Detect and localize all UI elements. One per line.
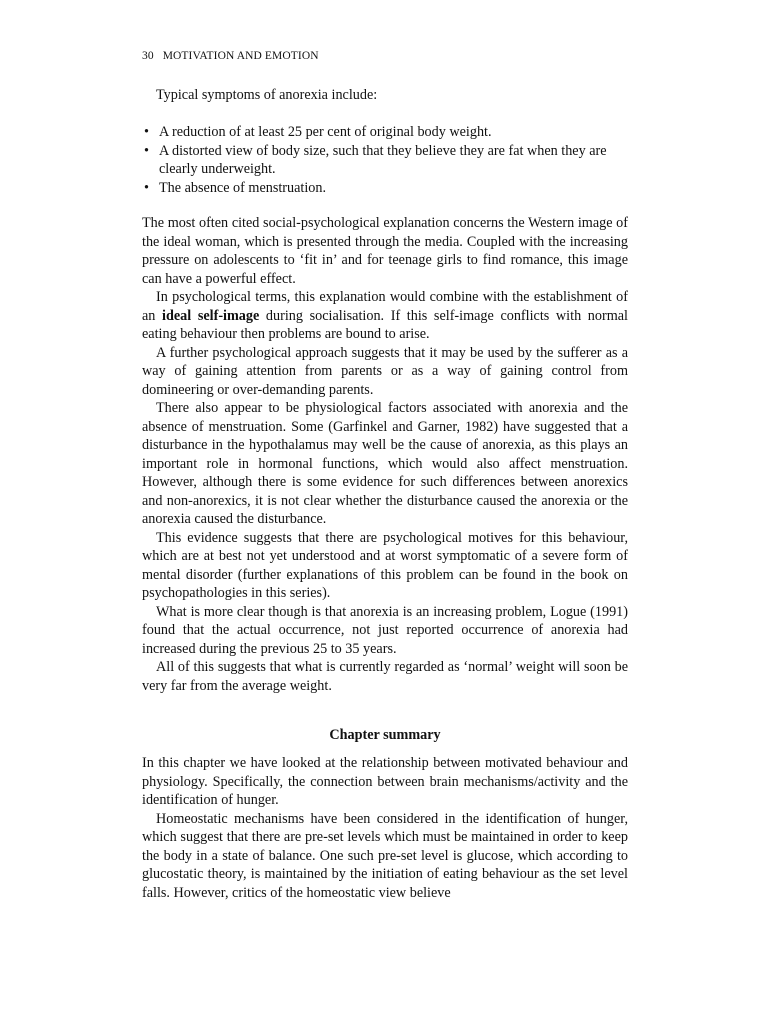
- paragraph: The most often cited social-psychological explanation concerns the Western image of the ideal woman, which is presented through the media. Coupled with the increasing pressure on adolescents to ‘fit in’ and for teenage girls to find romance, this image can have a powerful effect.: [142, 215, 628, 287]
- symptoms-list: [142, 123, 628, 197]
- bullet-icon: •: [144, 124, 149, 140]
- summary-text: [142, 754, 628, 902]
- body-text: [142, 214, 628, 695]
- bullet-icon: •: [144, 142, 149, 159]
- running-head-title: MOTIVATION AND EMOTION: [162, 50, 319, 62]
- bullet-icon: •: [144, 179, 149, 196]
- paragraph: A further psychological approach suggests that it may be used by the sufferer as a way of gaining attention from parents or as a way of gaining control from domineering or over-demanding parents.: [142, 344, 628, 398]
- paragraph: Homeostatic mechanisms have been considered in the identification of hunger, which suggest that there are pre-set levels which must be maintained in order to keep the body in a state of balance. One such pre-set level is glucose, which according to glucostatic theory, is maintained by the initiation of eating behaviour as the set level falls. However, critics of the homeostatic view believe: [142, 810, 628, 901]
- page-number: 30: [142, 50, 154, 62]
- symptoms-intro: Typical symptoms of anorexia include:: [156, 87, 378, 103]
- paragraph: This evidence suggests that there are psychological motives for this behaviour, which are at best not yet understood and at worst symptomatic of a severe form of mental disorder (further explanations of this problem can be found in the book on psychopathologies in this series).: [142, 529, 628, 601]
- running-head: [142, 50, 319, 62]
- section-heading: Chapter summary: [329, 727, 441, 743]
- paragraph: All of this suggests that what is currently regarded as ‘normal’ weight will soon be very far from the average weight.: [142, 659, 628, 694]
- key-term: ideal self-image: [162, 307, 260, 324]
- list-item: • A distorted view of body size, such that they believe they are fat when they are clearly underweight.: [144, 142, 607, 177]
- paragraph: In psychological terms, this explanation would combine with the establishment of an ideal self-image during socialisation. If this self-image conflicts with normal eating behaviour then problems are bound to arise.: [142, 289, 628, 342]
- list-item: • The absence of menstruation.: [144, 179, 327, 196]
- list-item: • A reduction of at least 25 per cent of original body weight.: [144, 124, 492, 140]
- paragraph: In this chapter we have looked at the relationship between motivated behaviour and physiology. Specifically, the connection between brain mechanisms/activity and the identification of hunger.: [142, 755, 628, 808]
- paragraph: There also appear to be physiological factors associated with anorexia and the absence of menstruation. Some (Garfinkel and Garner, 1982) have suggested that a disturbance in the hypothalamus may well be the cause of anorexia, as this plays an important role in hormonal functions, which would also affect menstruation. However, although there is some evidence for such differences between anorexics and non-anorexics, it is not clear whether the disturbance caused the anorexia or the anorexia caused the disturbance.: [142, 400, 628, 527]
- paragraph: What is more clear though is that anorexia is an increasing problem, Logue (1991) found that the actual occurrence, not just reported occurrence of anorexia had increased during the previous 25 to 35 years.: [142, 603, 628, 657]
